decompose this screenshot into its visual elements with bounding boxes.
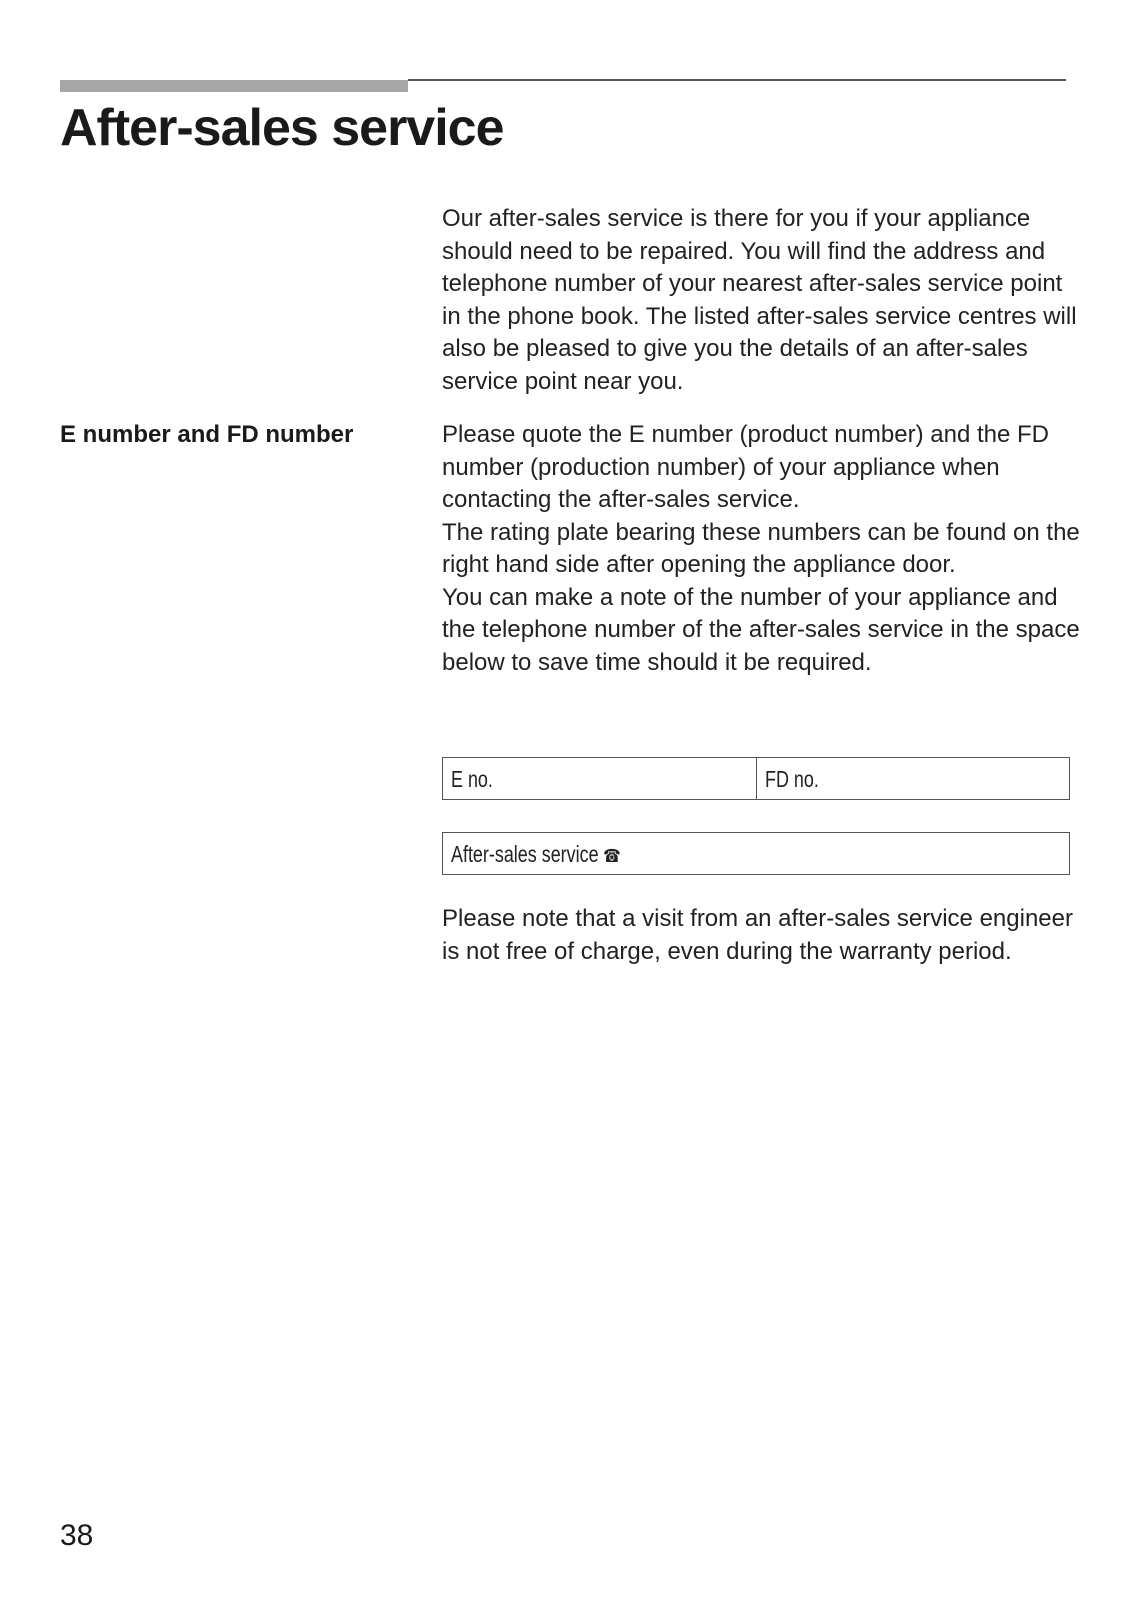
page-number: 38 — [60, 1519, 94, 1552]
intro-paragraph: Our after-sales service is there for you if your appliance should need to be repaired. You will find the address and telephone number of your nearest after-sales service point in the phone book. The listed after-sales service centres will also be pleased to give you the details of an after-sales service point near you. — [442, 205, 1077, 395]
e-number-paragraph-2: The rating plate bearing these numbers can be found on the right hand side after opening the appliance door. — [442, 518, 1080, 578]
after-sales-service-field-row — [442, 832, 1070, 875]
fd-no-field[interactable] — [756, 758, 1070, 799]
appliance-number-fields — [442, 757, 1070, 800]
heading-rule — [408, 79, 1066, 81]
page-title: After-sales service — [60, 99, 504, 157]
telephone-icon: ☎ — [603, 846, 621, 866]
e-number-paragraph-1: Please quote the E number (product number) and the FD number (production number) of your appliance when contacting the after-sales service. — [442, 421, 1050, 513]
e-number-paragraph-3: You can make a note of the number of your appliance and the telephone number of the after-sales service in the space below to save time should it be required. — [442, 583, 1080, 676]
e-no-label: E no. — [451, 766, 493, 792]
after-sales-service-field[interactable] — [443, 833, 1069, 874]
heading-accent-bar — [60, 80, 408, 92]
after-sales-service-label-wrap — [451, 841, 621, 868]
e-number-section-body — [442, 419, 1082, 679]
fd-no-label: FD no. — [764, 766, 819, 792]
e-number-section-label: E number and FD number — [60, 421, 354, 448]
charge-note-paragraph: Please note that a visit from an after-sales service engineer is not free of charge, even during the warranty period. — [442, 905, 1073, 965]
after-sales-service-label: After-sales service — [451, 841, 599, 867]
e-no-field[interactable] — [443, 758, 756, 799]
